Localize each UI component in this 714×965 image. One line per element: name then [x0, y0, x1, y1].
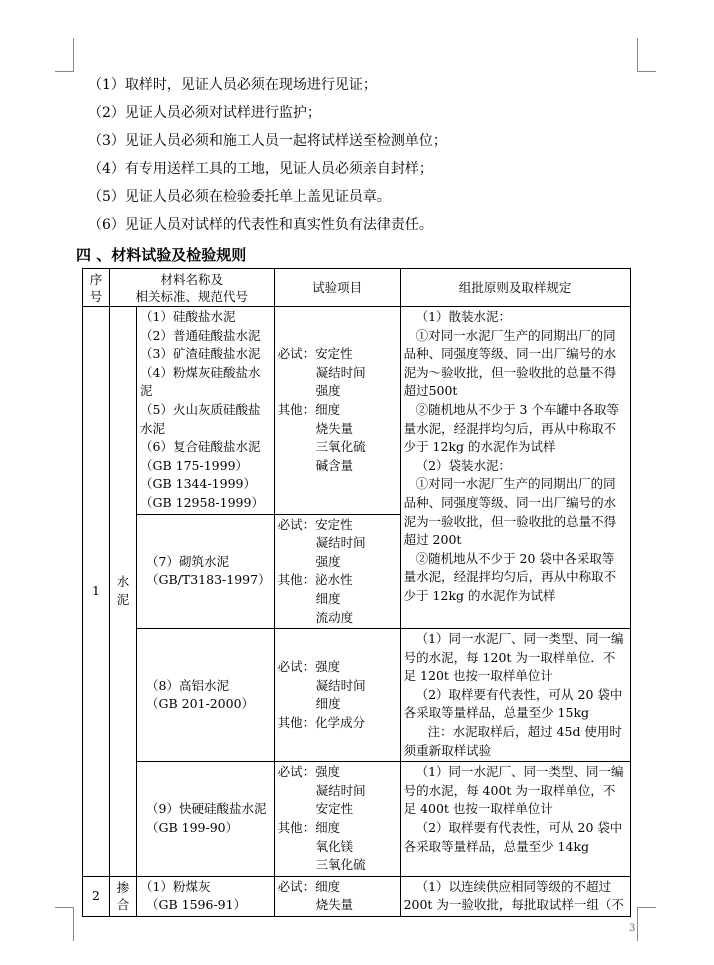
test-items-cell: 必试：细度 烧失量	[274, 876, 400, 916]
crop-mark-bottom-left	[55, 907, 74, 941]
category-cell: 水 泥	[110, 307, 137, 877]
paragraph: （5）见证人员必须在检验委托单上盖见证员章。	[88, 189, 391, 205]
section-heading: 四 、材料试验及检验规则	[76, 246, 247, 264]
material-cell: （1）粉煤灰 （GB 1596-91）	[137, 876, 275, 916]
header-batching: 组批原则及取样规定	[400, 269, 630, 307]
page-number: 3	[629, 923, 636, 934]
header-material: 材料名称及 相关标准、规范代号	[110, 269, 275, 307]
batching-cell: （1）同一水泥厂、同一类型、同一编号的水泥，每 400t 为一取样单位，不足 400t 也按一取样单位计 （2）取样要有代表性，可从 20 袋中各采取等量样品，总量至少 14kg	[400, 762, 630, 877]
paragraph: （3）见证人员必须和施工人员一起将试样送至检测单位；	[88, 133, 447, 149]
crop-mark-top-left	[55, 38, 74, 72]
material-cell: （8）高铝水泥 （GB 201-2000）	[137, 629, 275, 762]
seq-cell: 1	[83, 307, 110, 877]
header-seq: 序 号	[83, 269, 110, 307]
crop-mark-top-right	[637, 38, 656, 72]
test-items-cell: 必试：强度 凝结时间 安定性 其他：细度 氧化镁 三氧化硫	[274, 762, 400, 877]
table-row	[83, 762, 631, 877]
crop-mark-bottom-right	[637, 907, 656, 941]
table-row	[83, 307, 631, 515]
category-cell: 掺 合	[110, 876, 137, 916]
paragraph: （2）见证人员必须对试样进行监护；	[88, 105, 321, 121]
material-cell: （7）砌筑水泥 （GB/T3183-1997）	[137, 514, 275, 629]
paragraph: （4）有专用送样工具的工地，见证人员必须亲自封样；	[88, 161, 433, 177]
test-items-cell: 必试：安定性 凝结时间 强度 其他：细度 烧失量 三氧化硫 碱含量	[274, 307, 400, 515]
test-items-cell: 必试：安定性 凝结时间 强度 其他：泌水性 细度 流动度	[274, 514, 400, 629]
seq-cell: 2	[83, 876, 110, 916]
batching-cell: （1）同一水泥厂、同一类型、同一编号的水泥，每 120t 为一取样单位．不足 120t 也按一取样单位计 （2）取样要有代表性，可从 20 袋中各采取等量样品，总量至少 15kg 注：水泥取样后，超过 45d 使用时须重新取样试验	[400, 629, 630, 762]
table-header-row	[83, 269, 631, 307]
materials-table	[82, 268, 631, 917]
material-cell: （9）快硬硅酸盐水泥 （GB 199-90）	[137, 762, 275, 877]
material-cell: （1）硅酸盐水泥 （2）普通硅酸盐水泥 （3）矿渣硅酸盐水泥 （4）粉煤灰硅酸盐水 泥 （5）火山灰质硅酸盐 水泥 （6）复合硅酸盐水泥 （GB 175-1999） （GB 1344-1999） （GB 12958-1999）	[137, 307, 275, 515]
table-row	[83, 629, 631, 762]
paragraph: （1）取样时，见证人员必须在现场进行见证；	[88, 77, 377, 93]
table-row	[83, 876, 631, 916]
header-test-items: 试验项目	[274, 269, 400, 307]
test-items-cell: 必试：强度 凝结时间 细度 其他：化学成分	[274, 629, 400, 762]
batching-cell: （1）散装水泥： ①对同一水泥厂生产的同期出厂的同品种、同强度等级、同一出厂编号的水泥为～验收批，但一验收批的总量不得超过500t ②随机地从不少于 3 个车罐中各取等量水泥，经混拌均匀后，再从中称取不少于 12kg 的水泥作为试样 （2）袋装水泥： ①对同一水泥厂生产的同期出厂的同品种、同强度等级、同一出厂编号的水泥为一验收批，但一验收批的总量不得超过 200t ②随机地从不少于 20 袋中各采取等量水泥，经混拌均匀后，再从中称取不少于 12kg 的水泥作为试样	[400, 307, 630, 629]
batching-cell: （1）以连续供应相同等级的不超过 200t 为一验收批，每批取试样一组（不	[400, 876, 630, 916]
paragraph: （6）见证人员对试样的代表性和真实性负有法律责任。	[88, 217, 433, 233]
